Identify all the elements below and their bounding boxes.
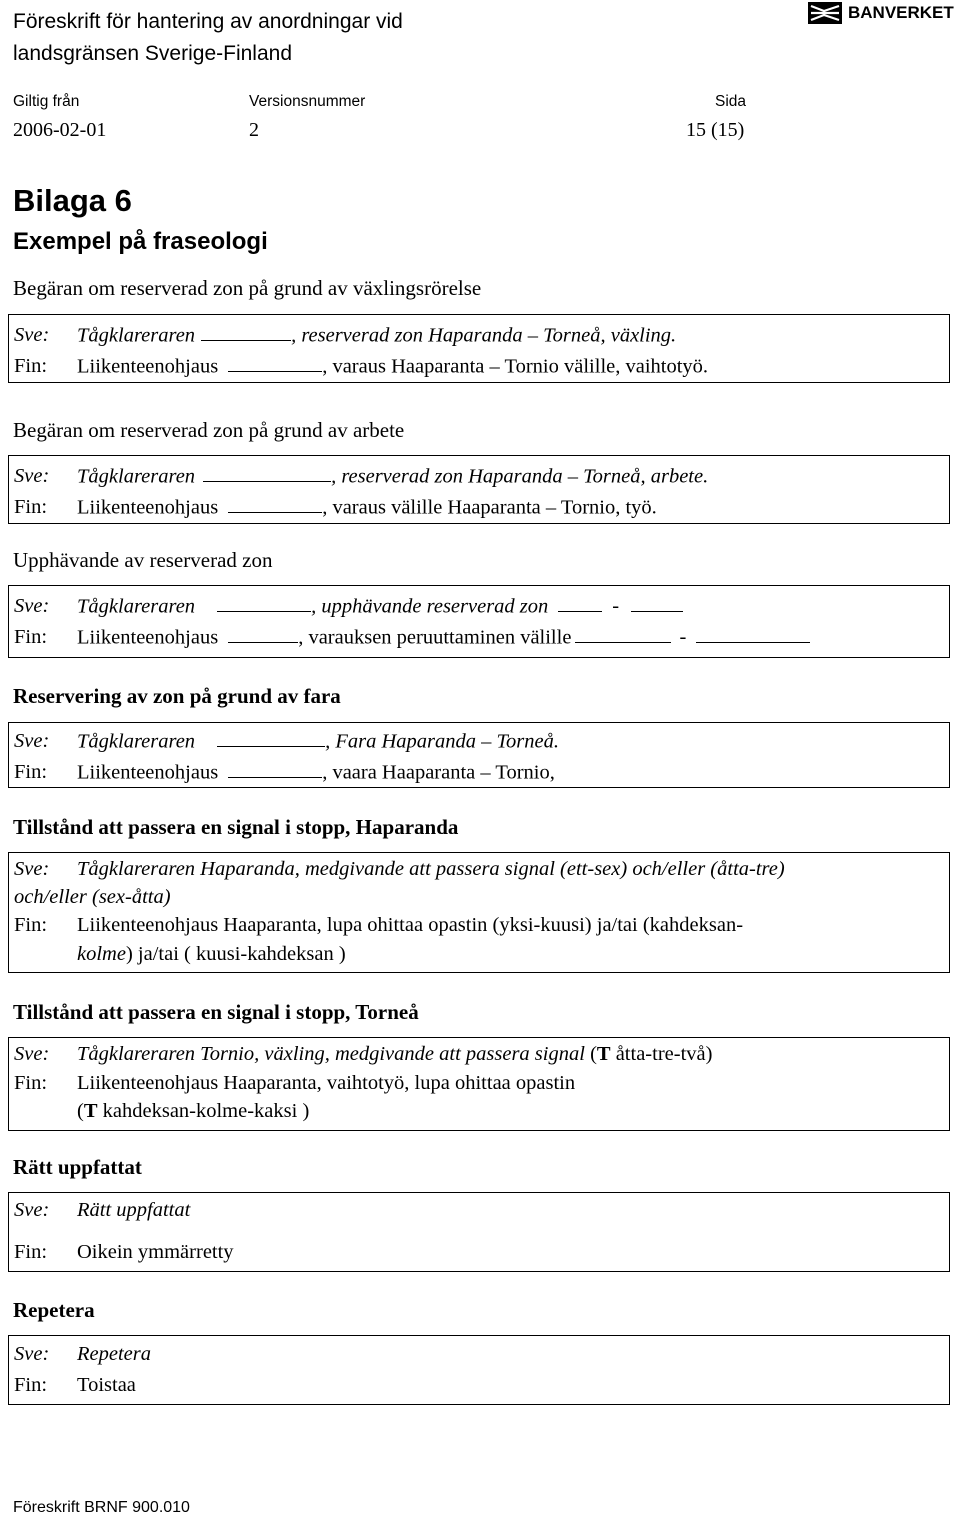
paren-open: ( bbox=[77, 1100, 84, 1122]
phrase-box-arbete bbox=[8, 455, 950, 524]
fin-text-continuation bbox=[77, 1100, 309, 1123]
fin-line bbox=[14, 1241, 234, 1264]
fin-label: Fin: bbox=[14, 355, 48, 378]
fill-in-blank bbox=[201, 322, 291, 341]
fill-in-blank bbox=[575, 624, 671, 643]
phrase-box-repetera bbox=[8, 1335, 950, 1405]
sve-label: Sve: bbox=[14, 1043, 50, 1065]
phrase-box-vaxling bbox=[8, 314, 950, 383]
section-heading-repetera: Repetera bbox=[13, 1298, 95, 1322]
sve-label: Sve: bbox=[14, 595, 50, 618]
fin-text: Toistaa bbox=[77, 1374, 136, 1396]
document-footer: Föreskrift BRNF 900.010 bbox=[13, 1499, 190, 1516]
section-heading-signal-haparanda: Tillstånd att passera en signal i stopp, Haparanda bbox=[13, 815, 459, 839]
fill-in-blank bbox=[228, 759, 322, 778]
sve-signal-code: åtta-tre-två) bbox=[610, 1043, 713, 1065]
paren-open: ( bbox=[584, 1043, 597, 1065]
phrase-box-signal-haparanda bbox=[8, 852, 950, 973]
fin-text-continuation bbox=[77, 943, 346, 966]
phrase-box-fara bbox=[8, 722, 950, 788]
fill-in-blank bbox=[228, 353, 322, 372]
fin-label: Fin: bbox=[14, 1241, 48, 1263]
version-label: Versionsnummer bbox=[249, 93, 366, 110]
fill-in-blank bbox=[217, 593, 311, 612]
page-number: 15 (15) bbox=[686, 119, 745, 141]
fin-line bbox=[14, 494, 657, 519]
document-title-line1: Föreskrift för hantering av anordningar vid bbox=[13, 10, 403, 33]
sve-label: Sve: bbox=[14, 465, 50, 488]
fin-text: Liikenteenohjaus bbox=[77, 355, 219, 378]
sve-text: Tågklareraren bbox=[77, 730, 196, 753]
fin-cont-regular: ) ja/tai ( kuusi-kahdeksan ) bbox=[125, 943, 346, 965]
section-heading-upphavande: Upphävande av reserverad zon bbox=[13, 548, 273, 572]
dash: - bbox=[612, 595, 620, 618]
phrase-box-upphavande bbox=[8, 585, 950, 658]
fin-text-rest: , varauksen peruuttaminen välille bbox=[298, 626, 572, 649]
sve-label: Sve: bbox=[14, 730, 50, 753]
fin-text: Liikenteenohjaus Haaparanta, lupa ohittaa opastin (yksi-kuusi) ja/tai (kahdeksan- bbox=[77, 914, 744, 936]
sve-text: Repetera bbox=[77, 1343, 151, 1365]
sve-line bbox=[14, 1199, 190, 1222]
fin-text-rest: , varaus Haaparanta – Tornio välille, vaihtotyö. bbox=[322, 355, 709, 378]
fin-text-rest: , varaus välille Haaparanta – Tornio, työ. bbox=[322, 496, 657, 519]
section-heading-arbete: Begäran om reserverad zon på grund av arbete bbox=[13, 418, 405, 442]
sve-line bbox=[14, 463, 708, 488]
fin-signal-code: kahdeksan-kolme-kaksi ) bbox=[97, 1100, 310, 1122]
fin-line bbox=[14, 914, 743, 937]
sve-text-continuation: och/eller (sex-åtta) bbox=[14, 886, 171, 908]
signal-prefix: T bbox=[596, 1043, 611, 1065]
fin-text: Oikein ymmärretty bbox=[77, 1241, 234, 1263]
sve-line bbox=[14, 1343, 151, 1366]
fill-in-blank bbox=[228, 624, 298, 643]
sve-line bbox=[14, 728, 559, 753]
sve-line bbox=[14, 858, 785, 881]
sve-text: Tågklareraren bbox=[77, 595, 196, 618]
signal-prefix: T bbox=[83, 1100, 98, 1122]
fill-in-blank bbox=[631, 593, 683, 612]
fill-in-blank bbox=[558, 593, 602, 612]
sve-text: Tågklareraren Tornio, växling, medgivande att passera signal bbox=[77, 1043, 585, 1065]
fin-line bbox=[14, 759, 555, 784]
sve-text-rest: , Fara Haparanda – Torneå. bbox=[325, 730, 559, 753]
sve-line bbox=[14, 322, 676, 347]
section-heading-fara: Reservering av zon på grund av fara bbox=[13, 684, 341, 708]
fin-text: Liikenteenohjaus bbox=[77, 626, 219, 649]
section-heading-vaxling: Begäran om reserverad zon på grund av växlingsrörelse bbox=[13, 276, 482, 300]
document-title-line2: landsgränsen Sverige-Finland bbox=[13, 42, 292, 65]
phrase-box-ratt-uppfattat bbox=[8, 1192, 950, 1272]
fin-label: Fin: bbox=[14, 496, 48, 519]
fill-in-blank bbox=[217, 728, 325, 747]
banverket-logo bbox=[808, 2, 954, 24]
fill-in-blank bbox=[696, 624, 810, 643]
fill-in-blank bbox=[203, 463, 331, 482]
sve-line bbox=[14, 1043, 712, 1066]
page-label: Sida bbox=[715, 93, 747, 110]
fin-line bbox=[14, 1072, 575, 1095]
fin-text: Liikenteenohjaus bbox=[77, 496, 219, 519]
sve-text-rest: , reserverad zon Haparanda – Torneå, växling. bbox=[291, 324, 677, 347]
fin-text-rest: , vaara Haaparanta – Tornio, bbox=[322, 761, 555, 784]
fin-label: Fin: bbox=[14, 1072, 48, 1094]
logo-text: BANVERKET bbox=[848, 3, 954, 22]
fin-cont-italic: kolme bbox=[77, 943, 126, 965]
sve-text: Tågklareraren bbox=[77, 324, 196, 347]
sve-text-rest: , reserverad zon Haparanda – Torneå, arbete. bbox=[331, 465, 709, 488]
fin-label: Fin: bbox=[14, 1374, 48, 1396]
fin-label: Fin: bbox=[14, 626, 48, 649]
dash: - bbox=[679, 626, 687, 649]
fill-in-blank bbox=[228, 494, 322, 513]
bilaga-heading: Bilaga 6 bbox=[13, 183, 132, 218]
sve-text: Tågklareraren bbox=[77, 465, 196, 488]
sve-label: Sve: bbox=[14, 324, 50, 347]
sve-label: Sve: bbox=[14, 1199, 50, 1221]
fin-line bbox=[14, 353, 708, 378]
fin-label: Fin: bbox=[14, 761, 48, 784]
sve-text-rest: , upphävande reserverad zon bbox=[311, 595, 549, 618]
sve-label: Sve: bbox=[14, 858, 50, 880]
sve-line bbox=[14, 593, 683, 618]
fin-text: Liikenteenohjaus bbox=[77, 761, 219, 784]
phrase-box-signal-tornea bbox=[8, 1037, 950, 1131]
sve-label: Sve: bbox=[14, 1343, 50, 1365]
valid-from-value: 2006-02-01 bbox=[13, 119, 107, 141]
sve-text: Tågklareraren Haparanda, medgivande att passera signal (ett-sex) och/eller (åtta-tre) bbox=[77, 858, 785, 880]
page-subtitle: Exempel på fraseologi bbox=[13, 228, 268, 255]
sve-text: Rätt uppfattat bbox=[77, 1199, 191, 1221]
section-heading-signal-tornea: Tillstånd att passera en signal i stopp, Torneå bbox=[13, 1000, 419, 1024]
section-heading-ratt-uppfattat: Rätt uppfattat bbox=[13, 1155, 142, 1179]
version-value: 2 bbox=[249, 119, 259, 141]
fin-label: Fin: bbox=[14, 914, 48, 936]
valid-from-label: Giltig från bbox=[13, 93, 80, 110]
fin-line bbox=[14, 624, 810, 649]
fin-text: Liikenteenohjaus Haaparanta, vaihtotyö, lupa ohittaa opastin bbox=[77, 1072, 576, 1094]
fin-line bbox=[14, 1374, 136, 1397]
